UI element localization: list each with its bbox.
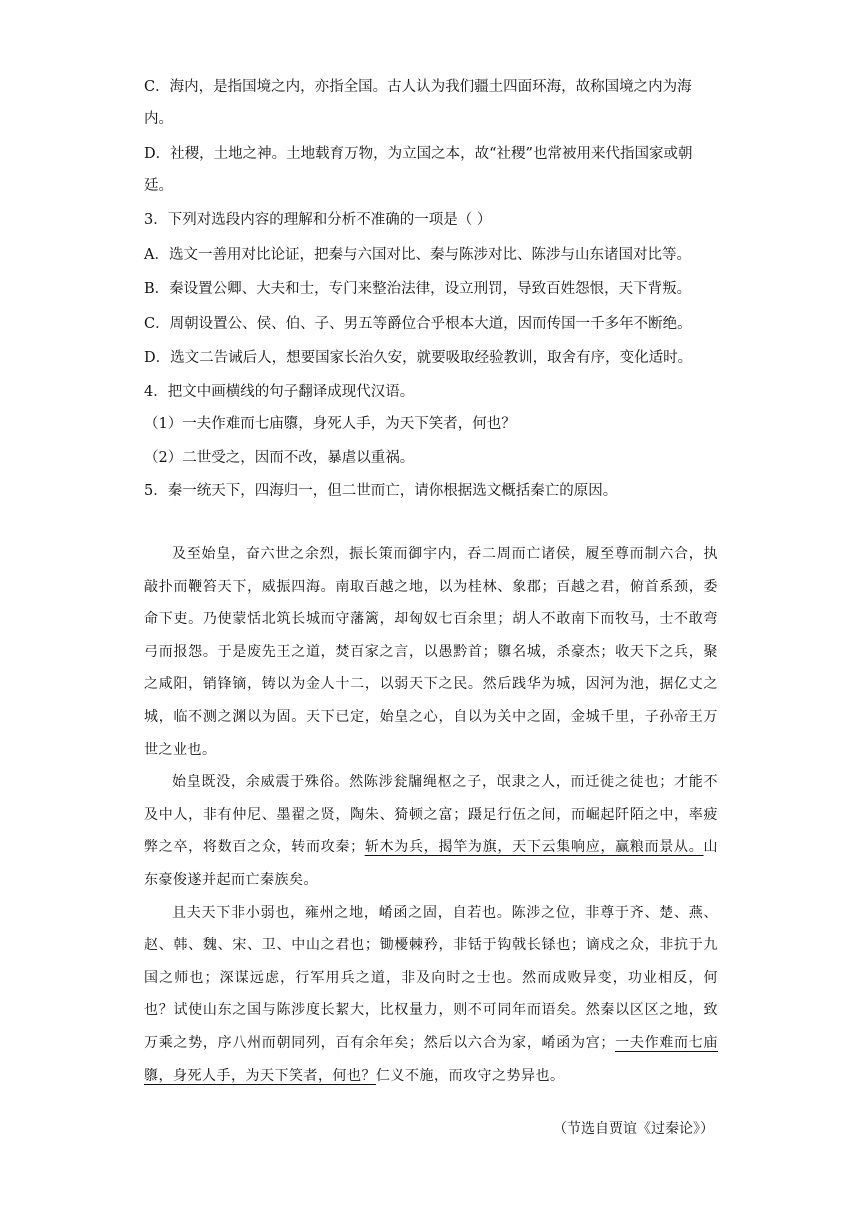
question-4-stem: 4．把文中画横线的句子翻译成现代汉语。 [144, 384, 415, 400]
question-3-option-d: D．选文二告诫后人，想要国家长治久安，就要吸取经验教训，取舍有序，变化适时。 [144, 350, 693, 366]
question-3-option-c: C．周朝设置公、侯、伯、子、男五等爵位合乎根本大道，因而传国一千多年不断绝。 [144, 316, 692, 332]
paragraph-3-text-a: 且夫天下非小弱也，雍州之地，崤函之固，自若也。陈涉之位，非尊于齐、楚、燕、赵、韩、魏、宋、卫、中山之君也；锄櫌棘矜，非铦于钩戟长铩也；谪戍之众，非抗于九国之师也；深谋远虑，行军用兵之道，非及向时之士也。然而成败异变，功业相反，何也？试使山东之国与陈涉度长絜大，比权量力，则不可同年而语矣。然秦以区区之地，致万乘之势，序八州而朝同列，百有余年矣；然后以六合为家，崤函为宫； [144, 904, 718, 1051]
option-c-line2: 内。 [144, 111, 173, 127]
passage-paragraph-2 [144, 766, 718, 896]
question-3-option-b: B．秦设置公卿、大夫和士，专门来整治法律，设立刑罚，导致百姓怨恨，天下背叛。 [144, 281, 692, 297]
option-c-line1: C．海内，是指国境之内，亦指全国。古人认为我们疆土四面环海，故称国境之内为海 [144, 79, 692, 95]
paragraph-2-text-a: 始皇既没，余威震于殊俗。然陈涉瓮牖绳枢之子，氓隶之人，而迁徙之徒也；才能不及中人，非有仲尼、墨翟之贤，陶朱、猗顿之富；蹑足行伍之间，而崛起阡陌之中，率疲弊之卒，将数百之众，转而攻秦； [144, 774, 718, 856]
question-5-stem: 5．秦一统天下，四海归一，但二世而亡，请你根据选文概括秦亡的原因。 [144, 483, 618, 499]
classical-passage [144, 538, 718, 1092]
question-4-sentence-1: （1）一夫作难而七庙隳，身死人手，为天下笑者，何也？ [144, 416, 516, 432]
passage-paragraph-3 [144, 897, 718, 1093]
passage-source: （节选自贾谊《过秦论》） [553, 1121, 714, 1137]
question-3-option-a: A．选文一善用对比论证，把秦与六国对比、秦与陈涉对比、陈涉与山东诸国对比等。 [144, 247, 691, 263]
question-3-stem: 3．下列对选段内容的理解和分析不准确的一项是（ ） [144, 212, 492, 228]
paragraph-2-text-b: 山东豪俊遂并起而亡秦族矣。 [144, 839, 719, 888]
question-4-sentence-2: （2）二世受之，因而不改，暴虐以重祸。 [144, 450, 415, 466]
underlined-sentence-1: 斩木为兵，揭竿为旗，天下云集响应，赢粮而景从。 [364, 839, 704, 856]
paragraph-3-text-b: 仁义不施，而攻守之势异也。 [376, 1067, 565, 1084]
passage-paragraph-1: 及至始皇，奋六世之余烈，振长策而御宇内，吞二周而亡诸侯，履至尊而制六合，执敲扑而鞭笞天下，威振四海。南取百越之地，以为桂林、象郡；百越之君，俯首系颈，委命下吏。乃使蒙恬北筑长城而守藩篱，却匈奴七百余里；胡人不敢南下而牧马，士不敢弯弓而报怨。于是废先王之道，焚百家之言，以愚黔首；隳名城，杀豪杰；收天下之兵，聚之咸阳，销锋镝，铸以为金人十二，以弱天下之民。然后践华为城，因河为池，据亿丈之城，临不测之渊以为固。天下已定，始皇之心，自以为关中之固，金城千里，子孙帝王万世之业也。 [144, 546, 718, 758]
option-d-line1: D．社稷，土地之神。土地载育万物，为立国之本，故“社稷”也常被用来代指国家或朝 [144, 146, 693, 162]
underlined-sentence-2: 一夫作难而七庙隳，身死人手，为天下笑者，何也？ [144, 1034, 719, 1084]
option-d-line2: 廷。 [144, 178, 173, 194]
